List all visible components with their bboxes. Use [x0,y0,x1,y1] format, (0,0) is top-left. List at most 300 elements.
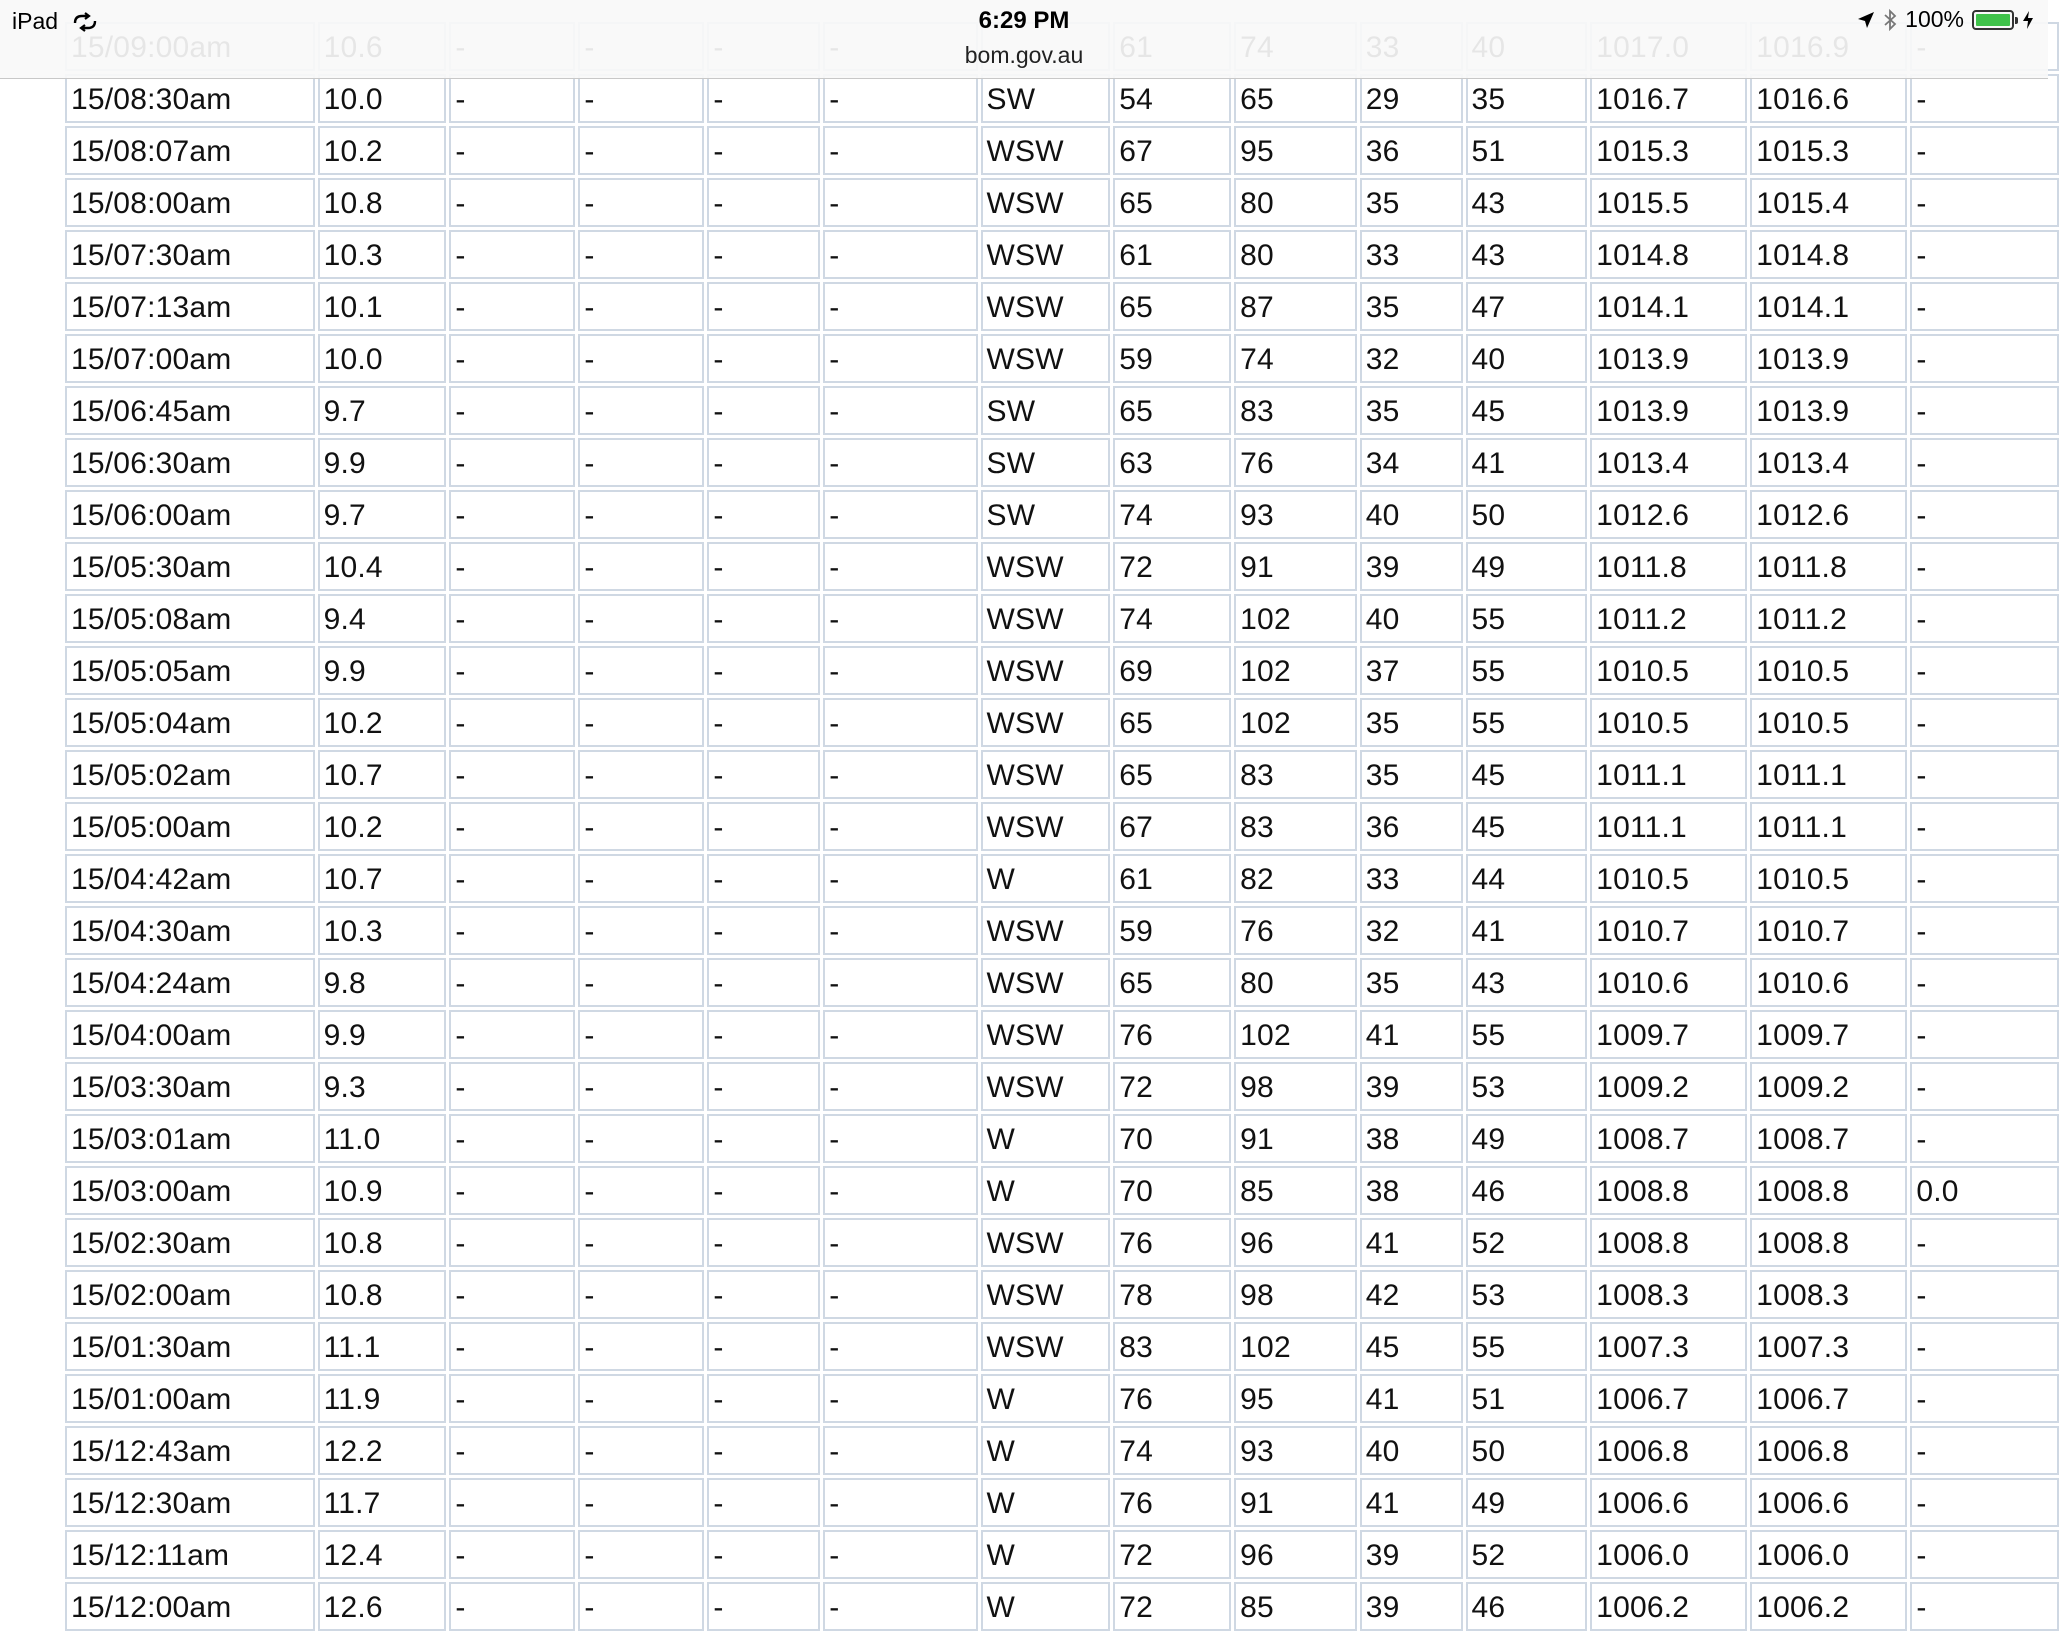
table-cell: 39 [1360,1062,1463,1111]
table-cell: 69 [1113,646,1231,695]
table-cell: 76 [1113,1478,1231,1527]
table-cell: 15/01:00am [65,1374,315,1423]
table-cell: 65 [1113,386,1231,435]
table-cell: 1015.4 [1750,178,1907,227]
table-cell: 1014.1 [1590,282,1747,331]
table-cell: W [981,1374,1111,1423]
table-row [65,1582,2059,1631]
table-cell: - [823,698,977,747]
table-cell: 1010.5 [1750,854,1907,903]
table-cell: - [449,1478,575,1527]
table-cell: - [1910,126,2059,175]
table-cell: 83 [1234,750,1357,799]
table-cell: - [823,178,977,227]
table-cell: 1006.2 [1590,1582,1747,1631]
table-cell: - [578,1010,704,1059]
table-row [65,698,2059,747]
table-cell: - [1910,1270,2059,1319]
table-cell: 76 [1113,1010,1231,1059]
table-cell: 83 [1234,386,1357,435]
table-cell: - [707,542,820,591]
table-cell: - [449,386,575,435]
table-cell: - [578,1374,704,1423]
table-cell: 10.7 [318,750,447,799]
table-cell: - [1910,542,2059,591]
table-cell: 47 [1466,282,1588,331]
table-cell: 1014.8 [1750,230,1907,279]
table-cell: SW [981,74,1111,123]
table-row [65,1478,2059,1527]
table-cell: 1013.9 [1750,386,1907,435]
table-cell: W [981,1426,1111,1475]
table-cell: 10.8 [318,178,447,227]
table-cell: 59 [1113,906,1231,955]
table-cell: - [707,1166,820,1215]
table-cell: 74 [1234,334,1357,383]
table-cell: - [707,1426,820,1475]
table-cell: - [578,438,704,487]
table-cell: WSW [981,958,1111,1007]
table-cell: - [449,282,575,331]
table-cell: 1009.2 [1750,1062,1907,1111]
table-cell: 1008.3 [1590,1270,1747,1319]
table-cell: 45 [1360,1322,1463,1371]
table-row [65,958,2059,1007]
table-cell: - [1910,1322,2059,1371]
table-cell: 41 [1360,1010,1463,1059]
table-cell: - [823,594,977,643]
table-cell: - [578,1426,704,1475]
table-cell: 67 [1113,802,1231,851]
table-cell: 1016.7 [1590,74,1747,123]
table-cell: WSW [981,698,1111,747]
table-cell: 74 [1113,490,1231,539]
table-cell: 15/02:30am [65,1218,315,1267]
table-cell: 1006.8 [1750,1426,1907,1475]
table-cell: 85 [1234,1166,1357,1215]
table-cell: - [707,802,820,851]
table-cell: 10.2 [318,802,447,851]
table-cell: 40 [1360,594,1463,643]
table-cell: - [1910,334,2059,383]
table-cell: - [707,282,820,331]
table-cell: 53 [1466,1062,1588,1111]
table-row [65,1166,2059,1215]
table-cell: 1011.2 [1750,594,1907,643]
table-cell: - [823,1374,977,1423]
table-cell: 93 [1234,1426,1357,1475]
table-cell: 41 [1466,906,1588,955]
table-cell: - [707,1114,820,1163]
table-cell: 10.9 [318,1166,447,1215]
table-cell: 95 [1234,1374,1357,1423]
table-row [65,646,2059,695]
battery-fill [1976,14,2010,26]
table-cell: - [449,74,575,123]
observations-table [62,19,2062,1634]
table-cell: 39 [1360,1582,1463,1631]
table-cell: - [578,490,704,539]
table-cell: 45 [1466,750,1588,799]
table-cell: 1011.1 [1590,802,1747,851]
table-cell: - [823,1114,977,1163]
table-cell: - [578,1166,704,1215]
table-cell: - [449,594,575,643]
table-cell: - [578,282,704,331]
status-bar [0,0,2048,79]
table-cell: - [823,1270,977,1319]
table-cell: - [707,178,820,227]
table-cell: WSW [981,230,1111,279]
table-cell: 11.0 [318,1114,447,1163]
table-cell: 10.0 [318,74,447,123]
table-cell: 15/06:30am [65,438,315,487]
table-cell: 1015.3 [1750,126,1907,175]
table-cell: - [449,490,575,539]
table-cell: 1008.8 [1590,1218,1747,1267]
table-cell: - [823,438,977,487]
table-row [65,1322,2059,1371]
table-cell: - [823,542,977,591]
table-cell: 39 [1360,1530,1463,1579]
table-cell: 15/03:30am [65,1062,315,1111]
table-cell: - [1910,1426,2059,1475]
table-cell: - [1910,490,2059,539]
table-cell: WSW [981,594,1111,643]
table-cell: 91 [1234,1114,1357,1163]
table-cell: W [981,1114,1111,1163]
table-cell: 38 [1360,1166,1463,1215]
table-cell: W [981,1530,1111,1579]
table-cell: 10.3 [318,230,447,279]
table-cell: 15/12:43am [65,1426,315,1475]
table-cell: 1014.1 [1750,282,1907,331]
table-cell: 9.4 [318,594,447,643]
table-cell: 9.9 [318,646,447,695]
table-cell: - [823,1530,977,1579]
table-cell: 1008.7 [1750,1114,1907,1163]
table-cell: 35 [1360,750,1463,799]
table-cell: 15/07:13am [65,282,315,331]
table-cell: 52 [1466,1218,1588,1267]
table-cell: 36 [1360,126,1463,175]
table-row [65,1010,2059,1059]
table-cell: - [578,698,704,747]
table-cell: - [449,750,575,799]
table-cell: 1014.8 [1590,230,1747,279]
table-cell: 1011.2 [1590,594,1747,643]
table-cell: 10.8 [318,1218,447,1267]
table-cell: 15/06:00am [65,490,315,539]
table-row [65,1218,2059,1267]
table-cell: 41 [1360,1218,1463,1267]
table-row [65,282,2059,331]
table-cell: - [1910,802,2059,851]
table-cell: 15/04:30am [65,906,315,955]
table-cell: - [578,1270,704,1319]
table-cell: - [578,1062,704,1111]
observations-table-container [62,19,2062,1634]
table-cell: 72 [1113,1062,1231,1111]
table-cell: - [449,1270,575,1319]
table-cell: 55 [1466,698,1588,747]
table-cell: 1015.5 [1590,178,1747,227]
table-cell: - [578,906,704,955]
table-cell: 46 [1466,1166,1588,1215]
table-cell: 61 [1113,230,1231,279]
table-cell: - [823,1218,977,1267]
table-cell: 1013.9 [1590,386,1747,435]
table-cell: 54 [1113,74,1231,123]
table-cell: - [449,334,575,383]
table-cell: - [1910,594,2059,643]
table-cell: 95 [1234,126,1357,175]
table-cell: - [823,490,977,539]
table-cell: 42 [1360,1270,1463,1319]
table-cell: 63 [1113,438,1231,487]
table-cell: 74 [1113,1426,1231,1475]
table-cell: - [707,1582,820,1631]
table-cell: 15/12:11am [65,1530,315,1579]
table-cell: 102 [1234,646,1357,695]
table-cell: - [449,126,575,175]
table-cell: - [578,1218,704,1267]
table-cell: WSW [981,646,1111,695]
table-cell: 87 [1234,282,1357,331]
table-cell: - [1910,282,2059,331]
table-cell: 49 [1466,542,1588,591]
table-cell: 1009.7 [1750,1010,1907,1059]
table-cell: - [823,958,977,1007]
table-cell: 102 [1234,1010,1357,1059]
table-cell: 65 [1234,74,1357,123]
table-cell: 70 [1113,1166,1231,1215]
table-cell: - [823,126,977,175]
table-cell: SW [981,438,1111,487]
table-cell: - [707,1010,820,1059]
table-cell: 1008.8 [1750,1218,1907,1267]
table-cell: 76 [1234,438,1357,487]
table-cell: 15/12:00am [65,1582,315,1631]
table-cell: 1010.5 [1590,698,1747,747]
table-cell: - [578,750,704,799]
table-cell: 91 [1234,542,1357,591]
table-row [65,750,2059,799]
table-cell: 1010.5 [1750,646,1907,695]
table-cell: - [578,1114,704,1163]
table-cell: - [449,1114,575,1163]
table-cell: - [1910,230,2059,279]
table-cell: 72 [1113,1582,1231,1631]
table-cell: 1007.3 [1750,1322,1907,1371]
table-cell: - [707,750,820,799]
table-row [65,438,2059,487]
table-cell: 11.9 [318,1374,447,1423]
table-cell: 1012.6 [1750,490,1907,539]
table-cell: 1006.2 [1750,1582,1907,1631]
table-cell: 15/05:05am [65,646,315,695]
table-cell: - [449,1426,575,1475]
table-cell: WSW [981,1270,1111,1319]
table-cell: - [449,802,575,851]
table-row [65,854,2059,903]
table-cell: WSW [981,334,1111,383]
table-cell: W [981,1478,1111,1527]
address-bar-url[interactable]: bom.gov.au [964,42,1084,68]
table-cell: 85 [1234,1582,1357,1631]
table-cell: 1015.3 [1590,126,1747,175]
table-cell: 37 [1360,646,1463,695]
table-cell: 55 [1466,594,1588,643]
table-cell: - [823,230,977,279]
table-cell: 96 [1234,1218,1357,1267]
table-cell: 51 [1466,126,1588,175]
table-cell: 10.1 [318,282,447,331]
table-cell: WSW [981,802,1111,851]
table-cell: - [823,646,977,695]
table-cell: 35 [1466,74,1588,123]
table-cell: 72 [1113,542,1231,591]
table-cell: - [578,1322,704,1371]
table-cell: - [578,334,704,383]
table-cell: - [578,958,704,1007]
table-cell: 15/08:30am [65,74,315,123]
table-cell: 45 [1466,802,1588,851]
table-cell: 53 [1466,1270,1588,1319]
table-row [65,334,2059,383]
table-row [65,802,2059,851]
table-cell: W [981,1166,1111,1215]
table-cell: 39 [1360,542,1463,591]
table-cell: - [578,594,704,643]
table-cell: 1010.5 [1590,854,1747,903]
table-cell: - [578,386,704,435]
table-cell: 15/04:42am [65,854,315,903]
table-cell: 1008.7 [1590,1114,1747,1163]
table-cell: 41 [1360,1374,1463,1423]
table-cell: 102 [1234,698,1357,747]
table-cell: - [823,1062,977,1111]
table-cell: - [449,178,575,227]
table-cell: - [449,1322,575,1371]
table-cell: - [823,750,977,799]
table-cell: WSW [981,542,1111,591]
table-cell: - [707,1062,820,1111]
table-cell: 34 [1360,438,1463,487]
table-cell: - [578,178,704,227]
table-cell: - [707,230,820,279]
table-cell: 65 [1113,282,1231,331]
table-row [65,1114,2059,1163]
table-cell: 1016.6 [1750,74,1907,123]
table-cell: 65 [1113,178,1231,227]
table-cell: - [707,1322,820,1371]
table-cell: WSW [981,906,1111,955]
table-cell: - [1910,1010,2059,1059]
table-cell: - [449,1218,575,1267]
table-cell: 1008.8 [1590,1166,1747,1215]
table-cell: - [823,906,977,955]
table-cell: 1008.3 [1750,1270,1907,1319]
table-cell: 15/03:00am [65,1166,315,1215]
table-cell: 9.9 [318,1010,447,1059]
table-cell: 55 [1466,1322,1588,1371]
table-cell: 15/03:01am [65,1114,315,1163]
table-cell: 76 [1113,1374,1231,1423]
table-cell: - [578,854,704,903]
table-cell: 50 [1466,1426,1588,1475]
table-cell: 1011.8 [1590,542,1747,591]
table-cell: 78 [1113,1270,1231,1319]
table-row [65,1374,2059,1423]
table-cell: 65 [1113,958,1231,1007]
table-cell: - [1910,178,2059,227]
table-cell: - [707,334,820,383]
table-cell: 1011.1 [1750,750,1907,799]
table-cell: - [449,646,575,695]
table-cell: 9.8 [318,958,447,1007]
table-row [65,906,2059,955]
table-cell: - [707,594,820,643]
table-cell: 9.3 [318,1062,447,1111]
table-cell: - [1910,958,2059,1007]
table-cell: 10.2 [318,698,447,747]
table-cell: - [707,906,820,955]
table-cell: - [1910,386,2059,435]
table-cell: 40 [1360,490,1463,539]
table-cell: 1010.5 [1590,646,1747,695]
table-cell: - [823,802,977,851]
table-row [65,230,2059,279]
table-cell: 1009.2 [1590,1062,1747,1111]
table-cell: 1007.3 [1590,1322,1747,1371]
table-cell: 12.2 [318,1426,447,1475]
table-cell: WSW [981,126,1111,175]
table-cell: 33 [1360,230,1463,279]
table-cell: - [707,1270,820,1319]
table-cell: 93 [1234,490,1357,539]
table-row [65,1270,2059,1319]
table-cell: - [578,802,704,851]
table-cell: WSW [981,750,1111,799]
table-cell: 1006.0 [1590,1530,1747,1579]
table-cell: SW [981,490,1111,539]
table-cell: - [1910,698,2059,747]
table-cell: 1009.7 [1590,1010,1747,1059]
table-cell: 59 [1113,334,1231,383]
table-cell: 10.0 [318,334,447,383]
table-cell: 80 [1234,178,1357,227]
table-cell: - [449,854,575,903]
table-cell: 1012.6 [1590,490,1747,539]
table-cell: - [449,1582,575,1631]
table-cell: 1011.8 [1750,542,1907,591]
table-cell: - [578,126,704,175]
table-cell: - [449,1530,575,1579]
table-cell: 1010.6 [1590,958,1747,1007]
table-cell: 15/05:00am [65,802,315,851]
table-cell: 55 [1466,1010,1588,1059]
table-cell: - [578,74,704,123]
table-cell: - [1910,1218,2059,1267]
table-cell: - [823,1010,977,1059]
table-cell: - [707,490,820,539]
table-cell: 1006.0 [1750,1530,1907,1579]
table-cell: 32 [1360,334,1463,383]
table-cell: 15/04:24am [65,958,315,1007]
table-cell: 36 [1360,802,1463,851]
table-cell: 44 [1466,854,1588,903]
